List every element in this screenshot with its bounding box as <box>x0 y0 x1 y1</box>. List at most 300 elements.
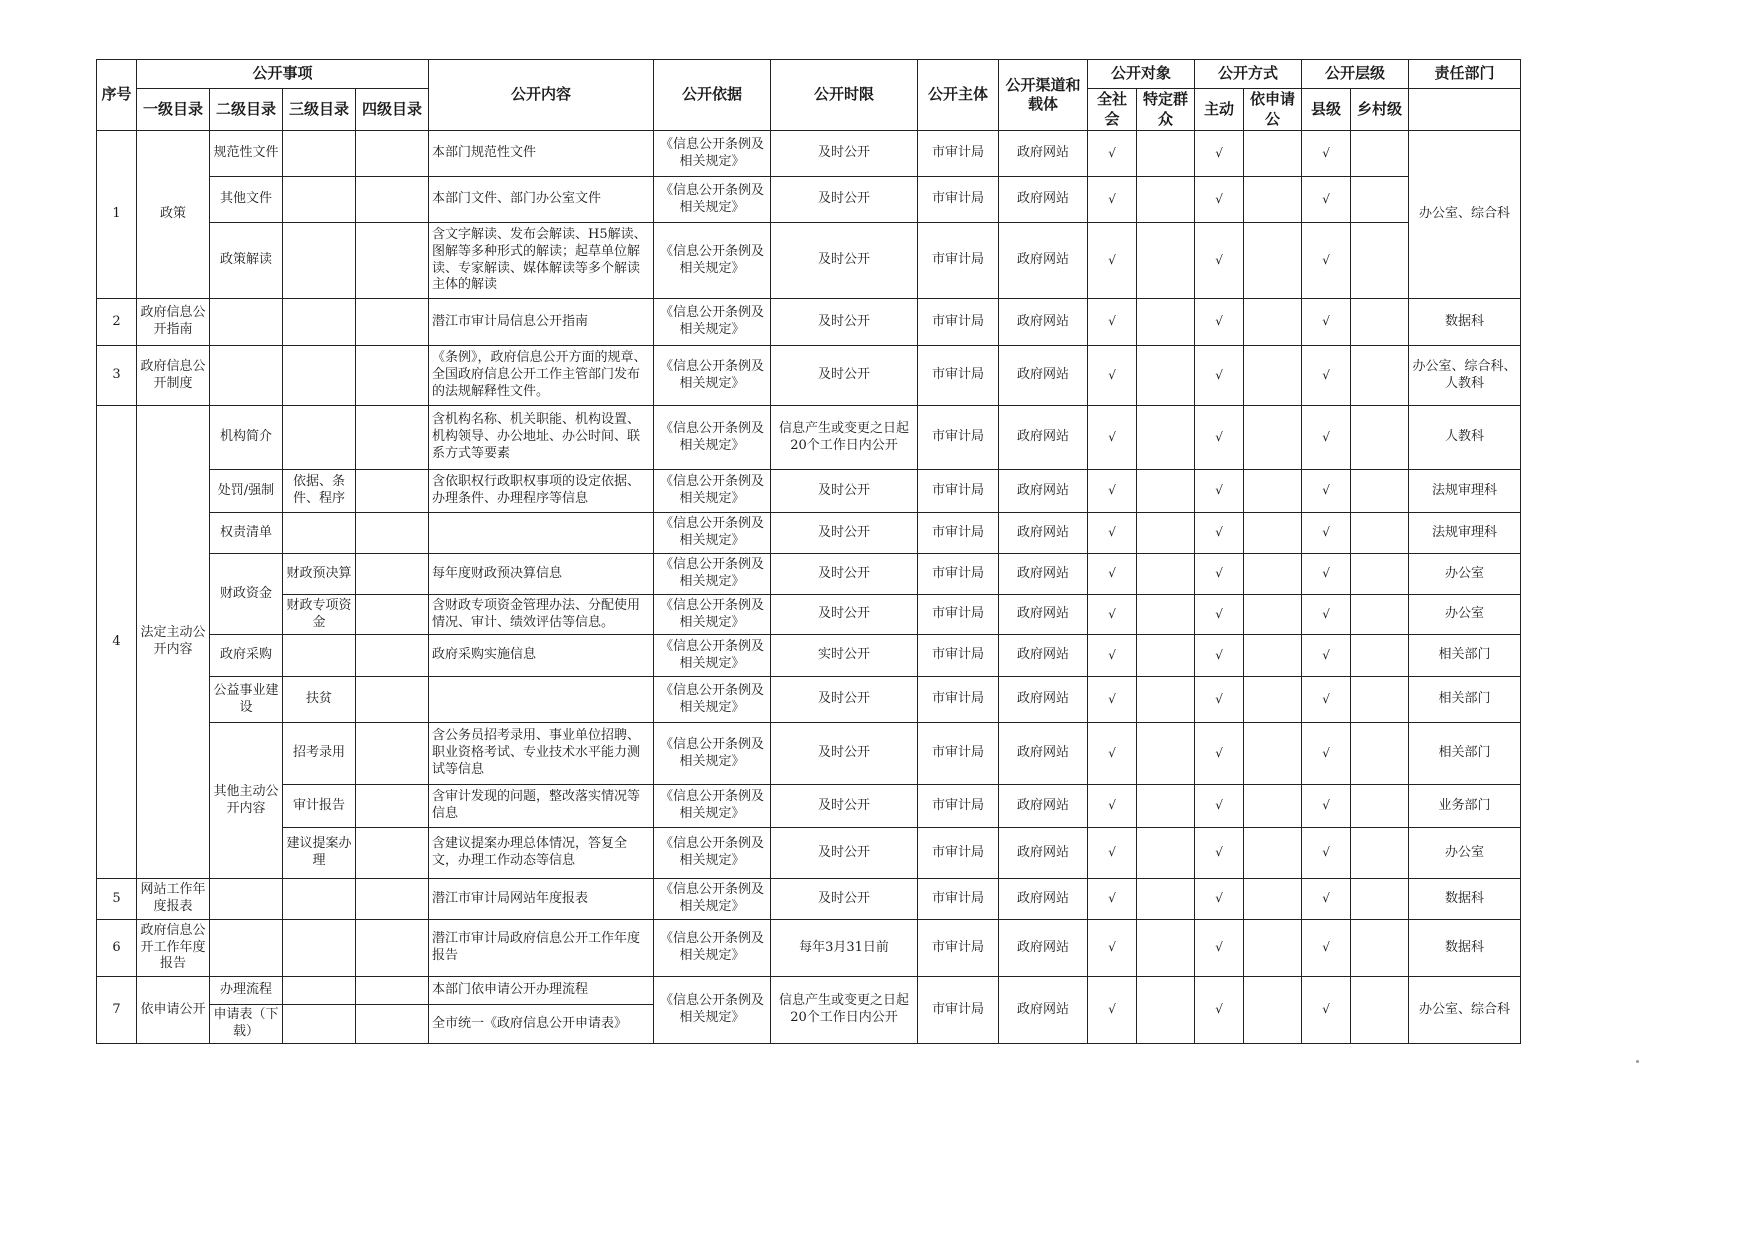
cell-dept: 业务部门 <box>1409 785 1521 828</box>
cell-level-county: √ <box>1302 723 1351 785</box>
cell-dept: 办公室、综合科 <box>1409 977 1521 1044</box>
cell-content: 含文字解读、发布会解读、H5解读、图解等多种形式的解读；起草单位解读、专家解读、媒体解读等多个解读主体的解读 <box>429 223 654 299</box>
cell-target-all: √ <box>1088 879 1137 920</box>
cell-channel: 政府网站 <box>999 177 1088 223</box>
cell-basis: 《信息公开条例及相关规定》 <box>654 223 771 299</box>
cell-level3 <box>283 223 356 299</box>
cell-content: 《条例》，政府信息公开方面的规章、全国政府信息公开工作主管部门发布的法规解释性文件。 <box>429 346 654 406</box>
cell-method-active: √ <box>1195 177 1244 223</box>
header-level1: 一级目录 <box>137 89 210 131</box>
cell-basis: 《信息公开条例及相关规定》 <box>654 977 771 1044</box>
cell-basis: 《信息公开条例及相关规定》 <box>654 677 771 723</box>
cell-level-county: √ <box>1302 677 1351 723</box>
cell-level1: 法定主动公开内容 <box>137 406 210 879</box>
table-row <box>97 920 1521 977</box>
cell-target-specific <box>1137 977 1195 1044</box>
cell-level3: 依据、条件、程序 <box>283 470 356 513</box>
cell-level3 <box>283 299 356 346</box>
cell-subject: 市审计局 <box>918 470 999 513</box>
cell-level4 <box>356 131 429 177</box>
header-basis: 公开依据 <box>654 60 771 131</box>
cell-level4 <box>356 828 429 879</box>
cell-subject: 市审计局 <box>918 131 999 177</box>
cell-basis: 《信息公开条例及相关规定》 <box>654 299 771 346</box>
cell-method-active: √ <box>1195 723 1244 785</box>
cell-method-apply <box>1244 595 1302 635</box>
cell-level1: 政府信息公开工作年度报告 <box>137 920 210 977</box>
table-row <box>97 595 1521 635</box>
cell-level1: 政策 <box>137 131 210 299</box>
cell-method-apply <box>1244 920 1302 977</box>
cell-method-active: √ <box>1195 406 1244 470</box>
cell-dept: 数据科 <box>1409 920 1521 977</box>
cell-content: 潜江市审计局信息公开指南 <box>429 299 654 346</box>
cell-channel: 政府网站 <box>999 554 1088 595</box>
cell-content <box>429 677 654 723</box>
cell-content: 潜江市审计局网站年度报表 <box>429 879 654 920</box>
cell-method-active: √ <box>1195 470 1244 513</box>
cell-level2: 其他文件 <box>210 177 283 223</box>
cell-time: 信息产生或变更之日起20个工作日内公开 <box>771 406 918 470</box>
cell-time: 及时公开 <box>771 346 918 406</box>
table-row <box>97 223 1521 299</box>
cell-target-all: √ <box>1088 513 1137 554</box>
cell-content <box>429 513 654 554</box>
cell-target-all: √ <box>1088 920 1137 977</box>
cell-level-county: √ <box>1302 828 1351 879</box>
cell-level-village <box>1351 828 1409 879</box>
cell-subject: 市审计局 <box>918 723 999 785</box>
cell-level2: 财政资金 <box>210 554 283 635</box>
cell-content: 潜江市审计局政府信息公开工作年度报告 <box>429 920 654 977</box>
cell-channel: 政府网站 <box>999 223 1088 299</box>
cell-subject: 市审计局 <box>918 223 999 299</box>
cell-subject: 市审计局 <box>918 977 999 1044</box>
cell-target-specific <box>1137 299 1195 346</box>
cell-level-village <box>1351 177 1409 223</box>
cell-no: 5 <box>97 879 137 920</box>
cell-level3 <box>283 513 356 554</box>
cell-target-all: √ <box>1088 131 1137 177</box>
cell-target-all: √ <box>1088 635 1137 677</box>
scan-speck <box>1636 1060 1639 1063</box>
cell-basis: 《信息公开条例及相关规定》 <box>654 470 771 513</box>
cell-channel: 政府网站 <box>999 920 1088 977</box>
header-target-all: 全社会 <box>1088 89 1137 131</box>
cell-no: 4 <box>97 406 137 879</box>
header-target-specific: 特定群众 <box>1137 89 1195 131</box>
cell-time: 及时公开 <box>771 723 918 785</box>
cell-level3 <box>283 635 356 677</box>
cell-level3: 财政预决算 <box>283 554 356 595</box>
cell-channel: 政府网站 <box>999 977 1088 1044</box>
cell-method-apply <box>1244 635 1302 677</box>
cell-level3 <box>283 131 356 177</box>
cell-subject: 市审计局 <box>918 299 999 346</box>
cell-target-all: √ <box>1088 346 1137 406</box>
cell-level3 <box>283 177 356 223</box>
cell-time: 及时公开 <box>771 513 918 554</box>
cell-level4 <box>356 346 429 406</box>
cell-target-specific <box>1137 513 1195 554</box>
cell-channel: 政府网站 <box>999 828 1088 879</box>
cell-level2: 政府采购 <box>210 635 283 677</box>
cell-level-county: √ <box>1302 513 1351 554</box>
cell-channel: 政府网站 <box>999 879 1088 920</box>
cell-channel: 政府网站 <box>999 406 1088 470</box>
cell-dept: 法规审理科 <box>1409 470 1521 513</box>
cell-content: 含依职权行政职权事项的设定依据、办理条件、办理程序等信息 <box>429 470 654 513</box>
cell-basis: 《信息公开条例及相关规定》 <box>654 513 771 554</box>
cell-time: 及时公开 <box>771 554 918 595</box>
cell-method-apply <box>1244 977 1302 1044</box>
cell-level3 <box>283 920 356 977</box>
cell-channel: 政府网站 <box>999 346 1088 406</box>
cell-time: 及时公开 <box>771 879 918 920</box>
header-level-county: 县级 <box>1302 89 1351 131</box>
cell-time: 信息产生或变更之日起20个工作日内公开 <box>771 977 918 1044</box>
cell-level-county: √ <box>1302 223 1351 299</box>
table-row <box>97 635 1521 677</box>
cell-target-specific <box>1137 677 1195 723</box>
cell-channel: 政府网站 <box>999 785 1088 828</box>
cell-channel: 政府网站 <box>999 723 1088 785</box>
cell-level1: 政府信息公开指南 <box>137 299 210 346</box>
cell-target-specific <box>1137 470 1195 513</box>
cell-target-specific <box>1137 828 1195 879</box>
cell-dept: 办公室 <box>1409 595 1521 635</box>
cell-level-county: √ <box>1302 554 1351 595</box>
cell-method-active: √ <box>1195 513 1244 554</box>
cell-target-specific <box>1137 554 1195 595</box>
cell-level-village <box>1351 406 1409 470</box>
cell-target-all: √ <box>1088 223 1137 299</box>
cell-level4 <box>356 1005 429 1044</box>
cell-target-specific <box>1137 177 1195 223</box>
cell-target-all: √ <box>1088 554 1137 595</box>
cell-basis: 《信息公开条例及相关规定》 <box>654 920 771 977</box>
cell-time: 及时公开 <box>771 299 918 346</box>
cell-target-specific <box>1137 131 1195 177</box>
cell-target-specific <box>1137 920 1195 977</box>
header-dept: 责任部门 <box>1409 60 1521 89</box>
cell-level3: 建议提案办理 <box>283 828 356 879</box>
header-no: 序号 <box>97 60 137 131</box>
cell-channel: 政府网站 <box>999 131 1088 177</box>
cell-dept: 办公室、综合科 <box>1409 131 1521 299</box>
cell-level-village <box>1351 977 1409 1044</box>
cell-level4 <box>356 977 429 1005</box>
cell-target-specific <box>1137 406 1195 470</box>
cell-method-active: √ <box>1195 131 1244 177</box>
table-row <box>97 513 1521 554</box>
cell-basis: 《信息公开条例及相关规定》 <box>654 723 771 785</box>
cell-level3: 扶贫 <box>283 677 356 723</box>
header-method: 公开方式 <box>1195 60 1302 89</box>
cell-basis: 《信息公开条例及相关规定》 <box>654 131 771 177</box>
cell-method-active: √ <box>1195 346 1244 406</box>
cell-dept: 办公室、综合科、人教科 <box>1409 346 1521 406</box>
cell-level-county: √ <box>1302 785 1351 828</box>
header-level2: 二级目录 <box>210 89 283 131</box>
cell-content: 本部门依申请公开办理流程 <box>429 977 654 1005</box>
cell-level-county: √ <box>1302 131 1351 177</box>
cell-basis: 《信息公开条例及相关规定》 <box>654 406 771 470</box>
cell-time: 及时公开 <box>771 131 918 177</box>
table-row <box>97 879 1521 920</box>
cell-time: 及时公开 <box>771 177 918 223</box>
cell-basis: 《信息公开条例及相关规定》 <box>654 554 771 595</box>
cell-no: 3 <box>97 346 137 406</box>
cell-dept: 办公室 <box>1409 828 1521 879</box>
cell-level4 <box>356 879 429 920</box>
cell-time: 及时公开 <box>771 677 918 723</box>
cell-dept: 相关部门 <box>1409 635 1521 677</box>
cell-target-all: √ <box>1088 299 1137 346</box>
cell-level2: 政策解读 <box>210 223 283 299</box>
cell-level3 <box>283 879 356 920</box>
cell-content: 含财政专项资金管理办法、分配使用情况、审计、绩效评估等信息。 <box>429 595 654 635</box>
cell-level2: 办理流程 <box>210 977 283 1005</box>
cell-level4 <box>356 920 429 977</box>
cell-target-specific <box>1137 635 1195 677</box>
cell-content: 本部门规范性文件 <box>429 131 654 177</box>
cell-level4 <box>356 406 429 470</box>
cell-level3: 招考录用 <box>283 723 356 785</box>
cell-method-apply <box>1244 513 1302 554</box>
disclosure-table <box>96 59 1521 1044</box>
cell-basis: 《信息公开条例及相关规定》 <box>654 635 771 677</box>
table-row <box>97 554 1521 595</box>
cell-level4 <box>356 554 429 595</box>
cell-dept: 法规审理科 <box>1409 513 1521 554</box>
table-row <box>97 131 1521 177</box>
cell-time: 每年3月31日前 <box>771 920 918 977</box>
cell-level2 <box>210 920 283 977</box>
cell-level-village <box>1351 920 1409 977</box>
cell-dept: 办公室 <box>1409 554 1521 595</box>
cell-level-county: √ <box>1302 470 1351 513</box>
header-level-village: 乡村级 <box>1351 89 1409 131</box>
cell-no: 7 <box>97 977 137 1044</box>
cell-basis: 《信息公开条例及相关规定》 <box>654 177 771 223</box>
cell-method-active: √ <box>1195 920 1244 977</box>
cell-level-county: √ <box>1302 977 1351 1044</box>
cell-dept: 相关部门 <box>1409 677 1521 723</box>
cell-target-all: √ <box>1088 977 1137 1044</box>
cell-level2 <box>210 879 283 920</box>
header-time: 公开时限 <box>771 60 918 131</box>
cell-target-all: √ <box>1088 723 1137 785</box>
cell-level-county: √ <box>1302 595 1351 635</box>
cell-level4 <box>356 677 429 723</box>
cell-level-village <box>1351 723 1409 785</box>
cell-method-apply <box>1244 723 1302 785</box>
cell-dept: 数据科 <box>1409 299 1521 346</box>
cell-time: 及时公开 <box>771 223 918 299</box>
header-level3: 三级目录 <box>283 89 356 131</box>
cell-level4 <box>356 595 429 635</box>
cell-channel: 政府网站 <box>999 513 1088 554</box>
cell-level4 <box>356 785 429 828</box>
cell-target-all: √ <box>1088 828 1137 879</box>
header-method-active: 主动 <box>1195 89 1244 131</box>
cell-method-apply <box>1244 346 1302 406</box>
cell-subject: 市审计局 <box>918 346 999 406</box>
cell-level2: 处罚/强制 <box>210 470 283 513</box>
cell-content: 含公务员招考录用、事业单位招聘、职业资格考试、专业技术水平能力测试等信息 <box>429 723 654 785</box>
cell-level-county: √ <box>1302 299 1351 346</box>
cell-channel: 政府网站 <box>999 677 1088 723</box>
cell-subject: 市审计局 <box>918 513 999 554</box>
cell-basis: 《信息公开条例及相关规定》 <box>654 879 771 920</box>
cell-level3 <box>283 346 356 406</box>
cell-level2: 机构简介 <box>210 406 283 470</box>
cell-method-apply <box>1244 677 1302 723</box>
cell-target-all: √ <box>1088 177 1137 223</box>
cell-subject: 市审计局 <box>918 828 999 879</box>
cell-method-active: √ <box>1195 299 1244 346</box>
cell-target-all: √ <box>1088 677 1137 723</box>
cell-no: 1 <box>97 131 137 299</box>
cell-time: 及时公开 <box>771 595 918 635</box>
header-subject: 公开主体 <box>918 60 999 131</box>
cell-subject: 市审计局 <box>918 595 999 635</box>
cell-level1: 政府信息公开制度 <box>137 346 210 406</box>
cell-level-village <box>1351 595 1409 635</box>
cell-method-active: √ <box>1195 977 1244 1044</box>
disclosure-table-sheet <box>96 59 1520 1044</box>
cell-subject: 市审计局 <box>918 554 999 595</box>
cell-level1: 依申请公开 <box>137 977 210 1044</box>
cell-target-all: √ <box>1088 785 1137 828</box>
header-content: 公开内容 <box>429 60 654 131</box>
cell-content: 政府采购实施信息 <box>429 635 654 677</box>
cell-method-active: √ <box>1195 879 1244 920</box>
cell-level-county: √ <box>1302 879 1351 920</box>
cell-subject: 市审计局 <box>918 406 999 470</box>
cell-method-apply <box>1244 470 1302 513</box>
cell-subject: 市审计局 <box>918 635 999 677</box>
cell-dept: 数据科 <box>1409 879 1521 920</box>
cell-method-active: √ <box>1195 223 1244 299</box>
cell-level2: 公益事业建设 <box>210 677 283 723</box>
cell-time: 实时公开 <box>771 635 918 677</box>
cell-target-specific <box>1137 879 1195 920</box>
cell-level3 <box>283 977 356 1005</box>
header-target: 公开对象 <box>1088 60 1195 89</box>
cell-level3: 财政专项资金 <box>283 595 356 635</box>
cell-method-apply <box>1244 828 1302 879</box>
cell-level-village <box>1351 131 1409 177</box>
table-row <box>97 177 1521 223</box>
cell-level-county: √ <box>1302 920 1351 977</box>
cell-content: 每年度财政预决算信息 <box>429 554 654 595</box>
table-row <box>97 785 1521 828</box>
cell-level-village <box>1351 223 1409 299</box>
table-row <box>97 346 1521 406</box>
cell-target-all: √ <box>1088 595 1137 635</box>
cell-channel: 政府网站 <box>999 635 1088 677</box>
table-row <box>97 406 1521 470</box>
cell-target-specific <box>1137 723 1195 785</box>
cell-level2: 规范性文件 <box>210 131 283 177</box>
cell-level-county: √ <box>1302 346 1351 406</box>
cell-channel: 政府网站 <box>999 299 1088 346</box>
cell-method-apply <box>1244 879 1302 920</box>
cell-level2: 其他主动公开内容 <box>210 723 283 879</box>
cell-level2: 权责清单 <box>210 513 283 554</box>
cell-subject: 市审计局 <box>918 177 999 223</box>
cell-content: 含机构名称、机关职能、机构设置、机构领导、办公地址、办公时间、联系方式等要素 <box>429 406 654 470</box>
cell-level-village <box>1351 635 1409 677</box>
cell-method-active: √ <box>1195 677 1244 723</box>
cell-level-county: √ <box>1302 635 1351 677</box>
cell-level2 <box>210 346 283 406</box>
cell-method-apply <box>1244 785 1302 828</box>
table-row <box>97 299 1521 346</box>
cell-subject: 市审计局 <box>918 879 999 920</box>
cell-level-village <box>1351 470 1409 513</box>
cell-content: 本部门文件、部门办公室文件 <box>429 177 654 223</box>
cell-time: 及时公开 <box>771 470 918 513</box>
table-row <box>97 723 1521 785</box>
cell-basis: 《信息公开条例及相关规定》 <box>654 346 771 406</box>
cell-level-county: √ <box>1302 177 1351 223</box>
cell-level2 <box>210 299 283 346</box>
cell-level-village <box>1351 879 1409 920</box>
cell-level-village <box>1351 785 1409 828</box>
cell-subject: 市审计局 <box>918 677 999 723</box>
cell-level3 <box>283 406 356 470</box>
cell-no: 6 <box>97 920 137 977</box>
cell-no: 2 <box>97 299 137 346</box>
cell-basis: 《信息公开条例及相关规定》 <box>654 828 771 879</box>
cell-basis: 《信息公开条例及相关规定》 <box>654 595 771 635</box>
header-level: 公开层级 <box>1302 60 1409 89</box>
cell-level3: 审计报告 <box>283 785 356 828</box>
cell-content: 含审计发现的问题，整改落实情况等信息 <box>429 785 654 828</box>
cell-basis: 《信息公开条例及相关规定》 <box>654 785 771 828</box>
cell-level1: 网站工作年度报表 <box>137 879 210 920</box>
cell-target-specific <box>1137 346 1195 406</box>
cell-subject: 市审计局 <box>918 785 999 828</box>
cell-channel: 政府网站 <box>999 595 1088 635</box>
cell-level-village <box>1351 299 1409 346</box>
table-row <box>97 977 1521 1005</box>
header-dept-blank <box>1409 89 1521 131</box>
cell-method-apply <box>1244 131 1302 177</box>
cell-level4 <box>356 723 429 785</box>
cell-level-village <box>1351 677 1409 723</box>
cell-level3 <box>283 1005 356 1044</box>
cell-target-all: √ <box>1088 406 1137 470</box>
cell-dept: 相关部门 <box>1409 723 1521 785</box>
cell-time: 及时公开 <box>771 828 918 879</box>
header-method-apply: 依申请公 <box>1244 89 1302 131</box>
cell-level4 <box>356 177 429 223</box>
header-matter: 公开事项 <box>137 60 429 89</box>
table-row <box>97 828 1521 879</box>
table-row <box>97 677 1521 723</box>
cell-method-apply <box>1244 406 1302 470</box>
table-row <box>97 470 1521 513</box>
cell-method-apply <box>1244 554 1302 595</box>
cell-level-village <box>1351 554 1409 595</box>
cell-method-active: √ <box>1195 595 1244 635</box>
cell-level-village <box>1351 346 1409 406</box>
header-level4: 四级目录 <box>356 89 429 131</box>
